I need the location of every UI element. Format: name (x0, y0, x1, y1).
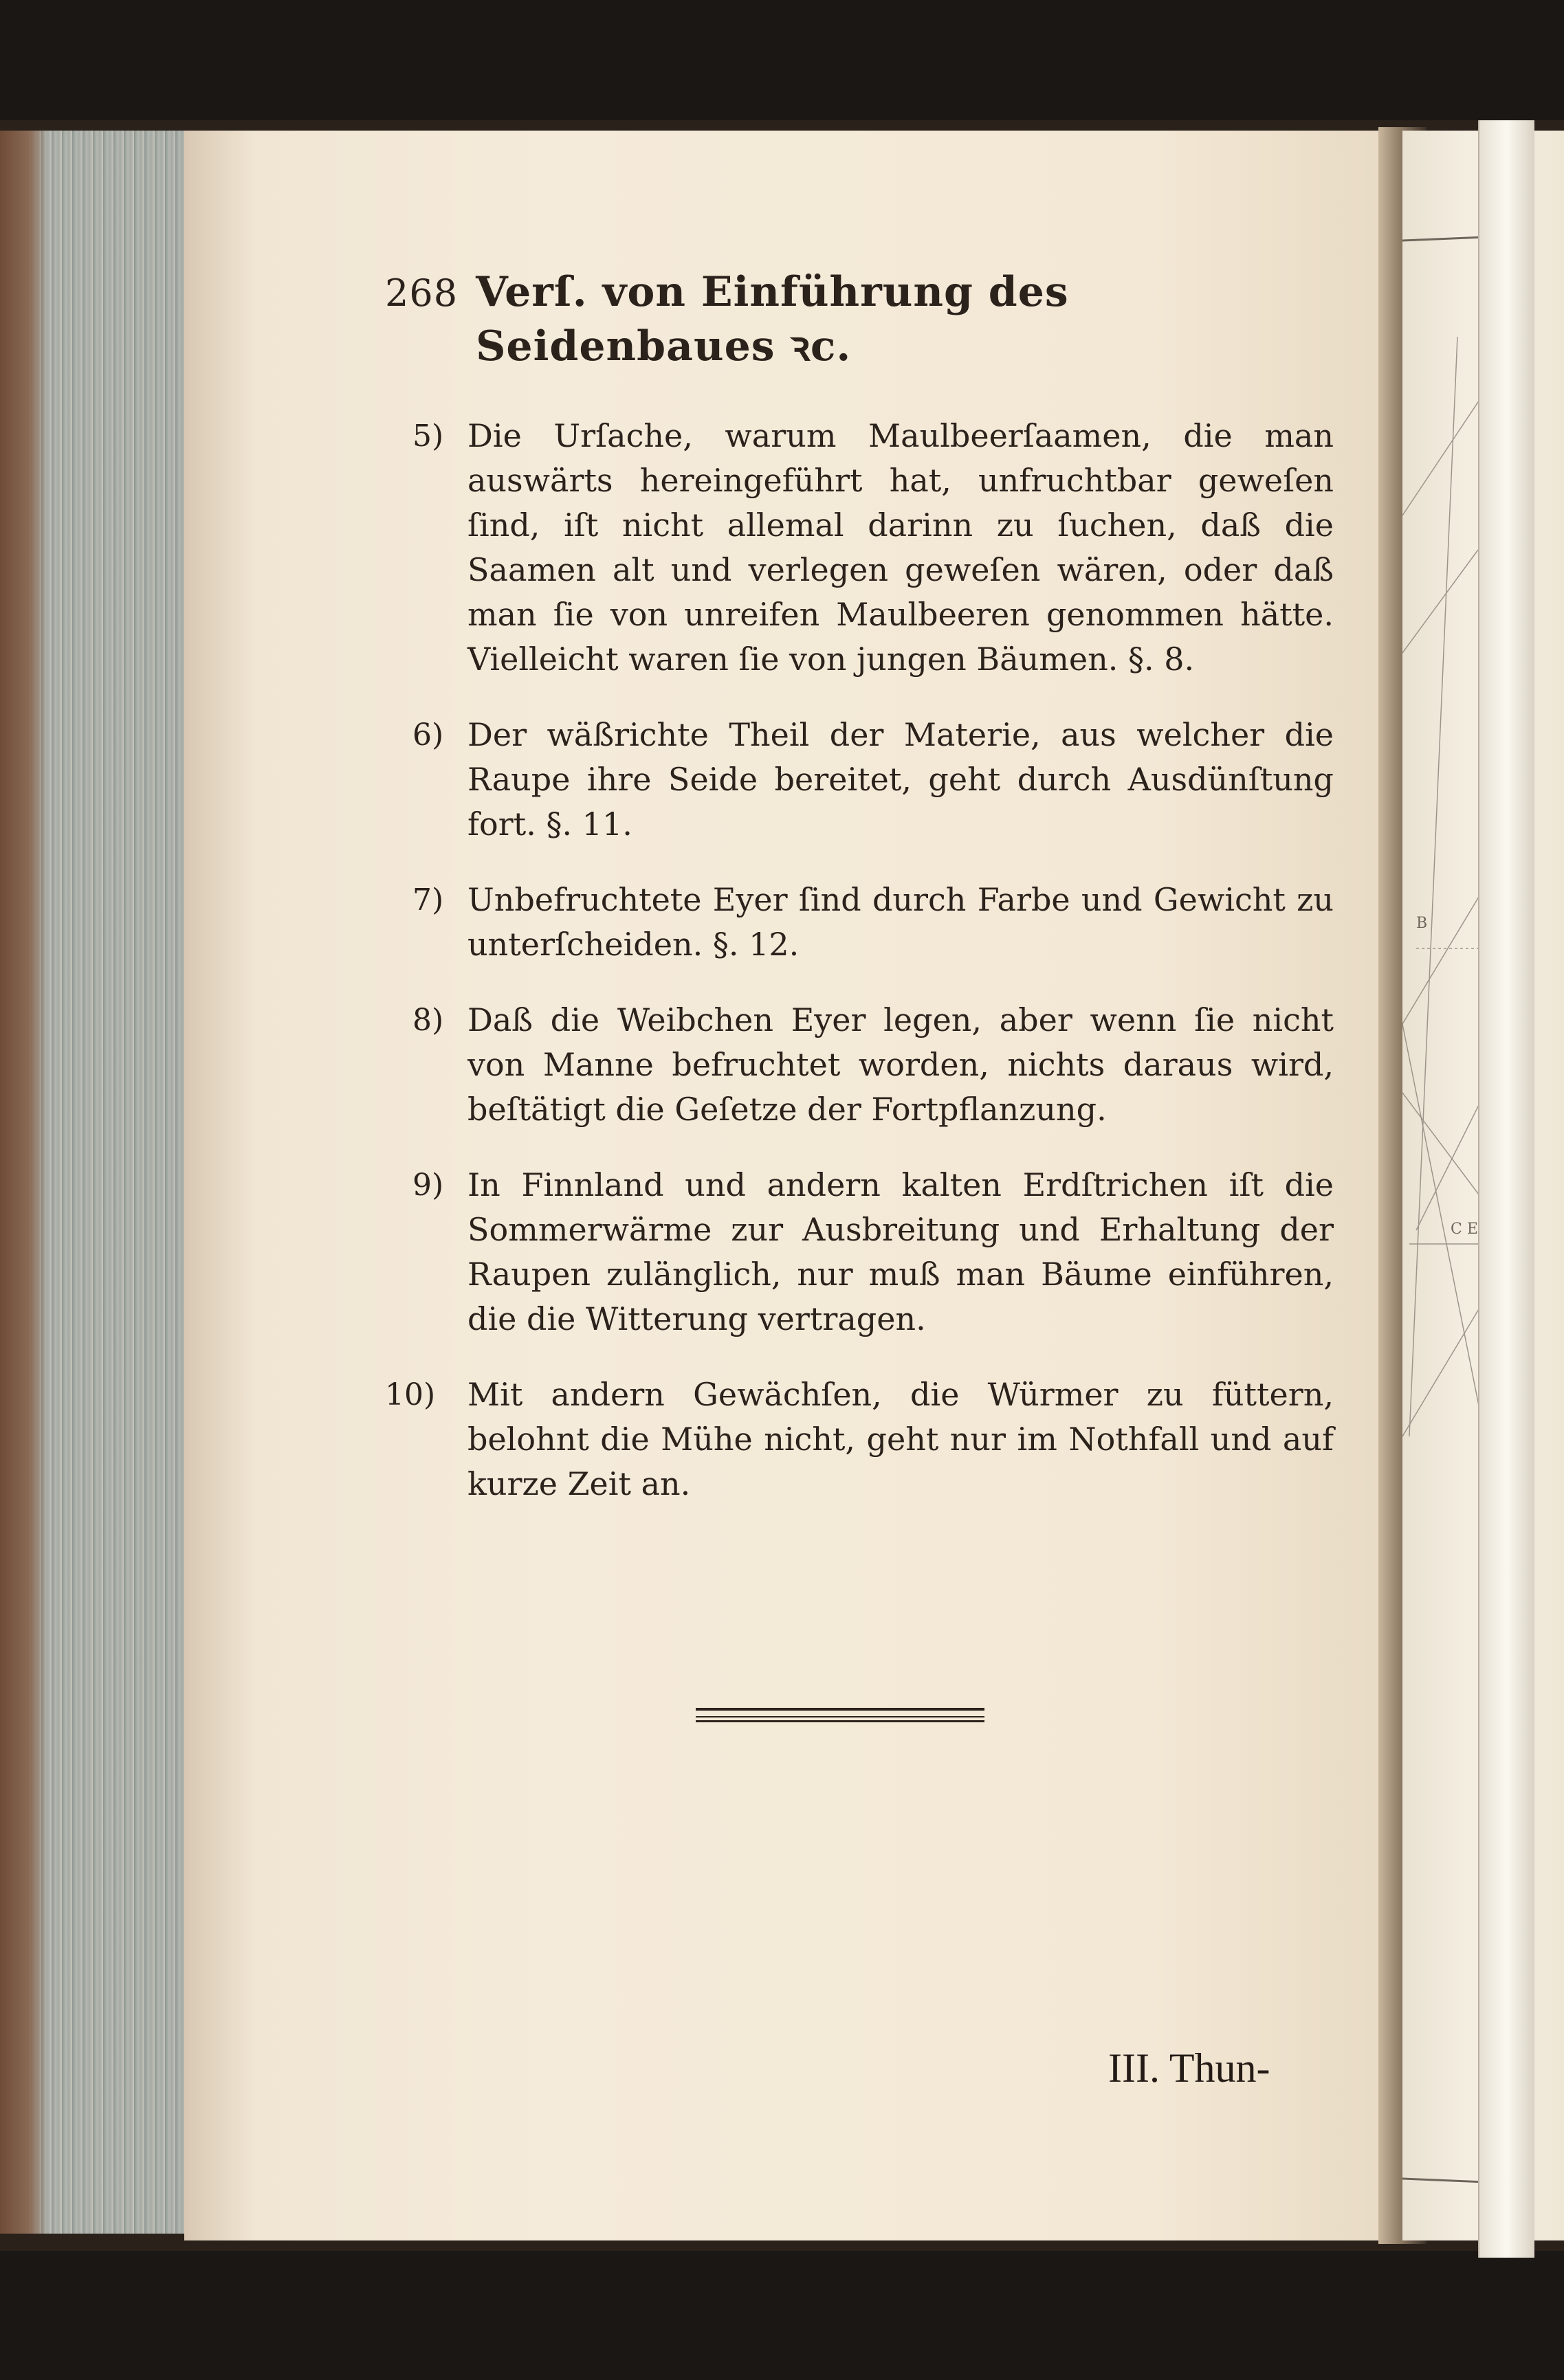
item-number: 9) (412, 1168, 444, 1203)
item-number: 7) (412, 882, 444, 917)
list-item (385, 998, 1334, 1132)
item-text: Die Urſache, warum Maulbeerſaamen, die man auswärts hereingeführt hat, unfruchtbar geweſen ſind, iſt nicht allemal darinn zu ſuchen, daß die Saamen alt und verlegen geweſen wären, oder daß man ſie von unreifen Maulbeeren genommen hätte. Vielleicht waren ſie von jungen Bäumen. §. 8. (467, 417, 1334, 678)
list-item (385, 414, 1334, 682)
item-text: Mit andern Gewächſen, die Würmer zu füttern, belohnt die Mühe nicht, geht nur im Nothfall und auf kurze Zeit an. (467, 1376, 1334, 1502)
item-text: Unbefruchtete Eyer ſind durch Farbe und Gewicht zu unterſcheiden. §. 12. (467, 881, 1334, 963)
section-end-rule (696, 1708, 984, 1717)
page-text (385, 268, 1334, 1537)
page-number: 268 (385, 271, 459, 315)
item-number: 10) (385, 1377, 436, 1412)
list-item (385, 878, 1334, 967)
list-item (385, 713, 1334, 847)
plate-label-ce: C E (1451, 1221, 1478, 1238)
item-text: In Finnland und andern kalten Erdſtrichen iſt die Sommerwärme zur Ausbreitung und Erhaltung der Raupen zulänglich, nur muß man Bäume einführen, die die Witterung vertragen. (467, 1166, 1334, 1337)
list-item (385, 1163, 1334, 1342)
catchword: III. Thun- (1108, 2045, 1270, 2091)
plate-label-b: B (1416, 915, 1428, 932)
item-text: Der wäßrichte Theil der Materie, aus welcher die Raupe ihre Seide bereitet, geht durch Ausdünſtung fort. §. 11. (467, 716, 1334, 843)
plate-fold-edge (1478, 120, 1534, 2258)
page-edges (0, 131, 192, 2234)
item-number: 5) (412, 419, 444, 454)
running-head-title: Verſ. von Einführung des Seidenbaues ꝛc. (476, 268, 1069, 370)
list-item (385, 1372, 1334, 1506)
item-number: 8) (412, 1003, 444, 1038)
item-text: Daß die Weibchen Eyer legen, aber wenn ſie nicht von Manne befruchtet worden, nichts daraus wird, beſtätigt die Geſetze der Fortpflanzung. (467, 1001, 1334, 1128)
item-number: 6) (412, 718, 444, 753)
running-header (385, 268, 1334, 372)
